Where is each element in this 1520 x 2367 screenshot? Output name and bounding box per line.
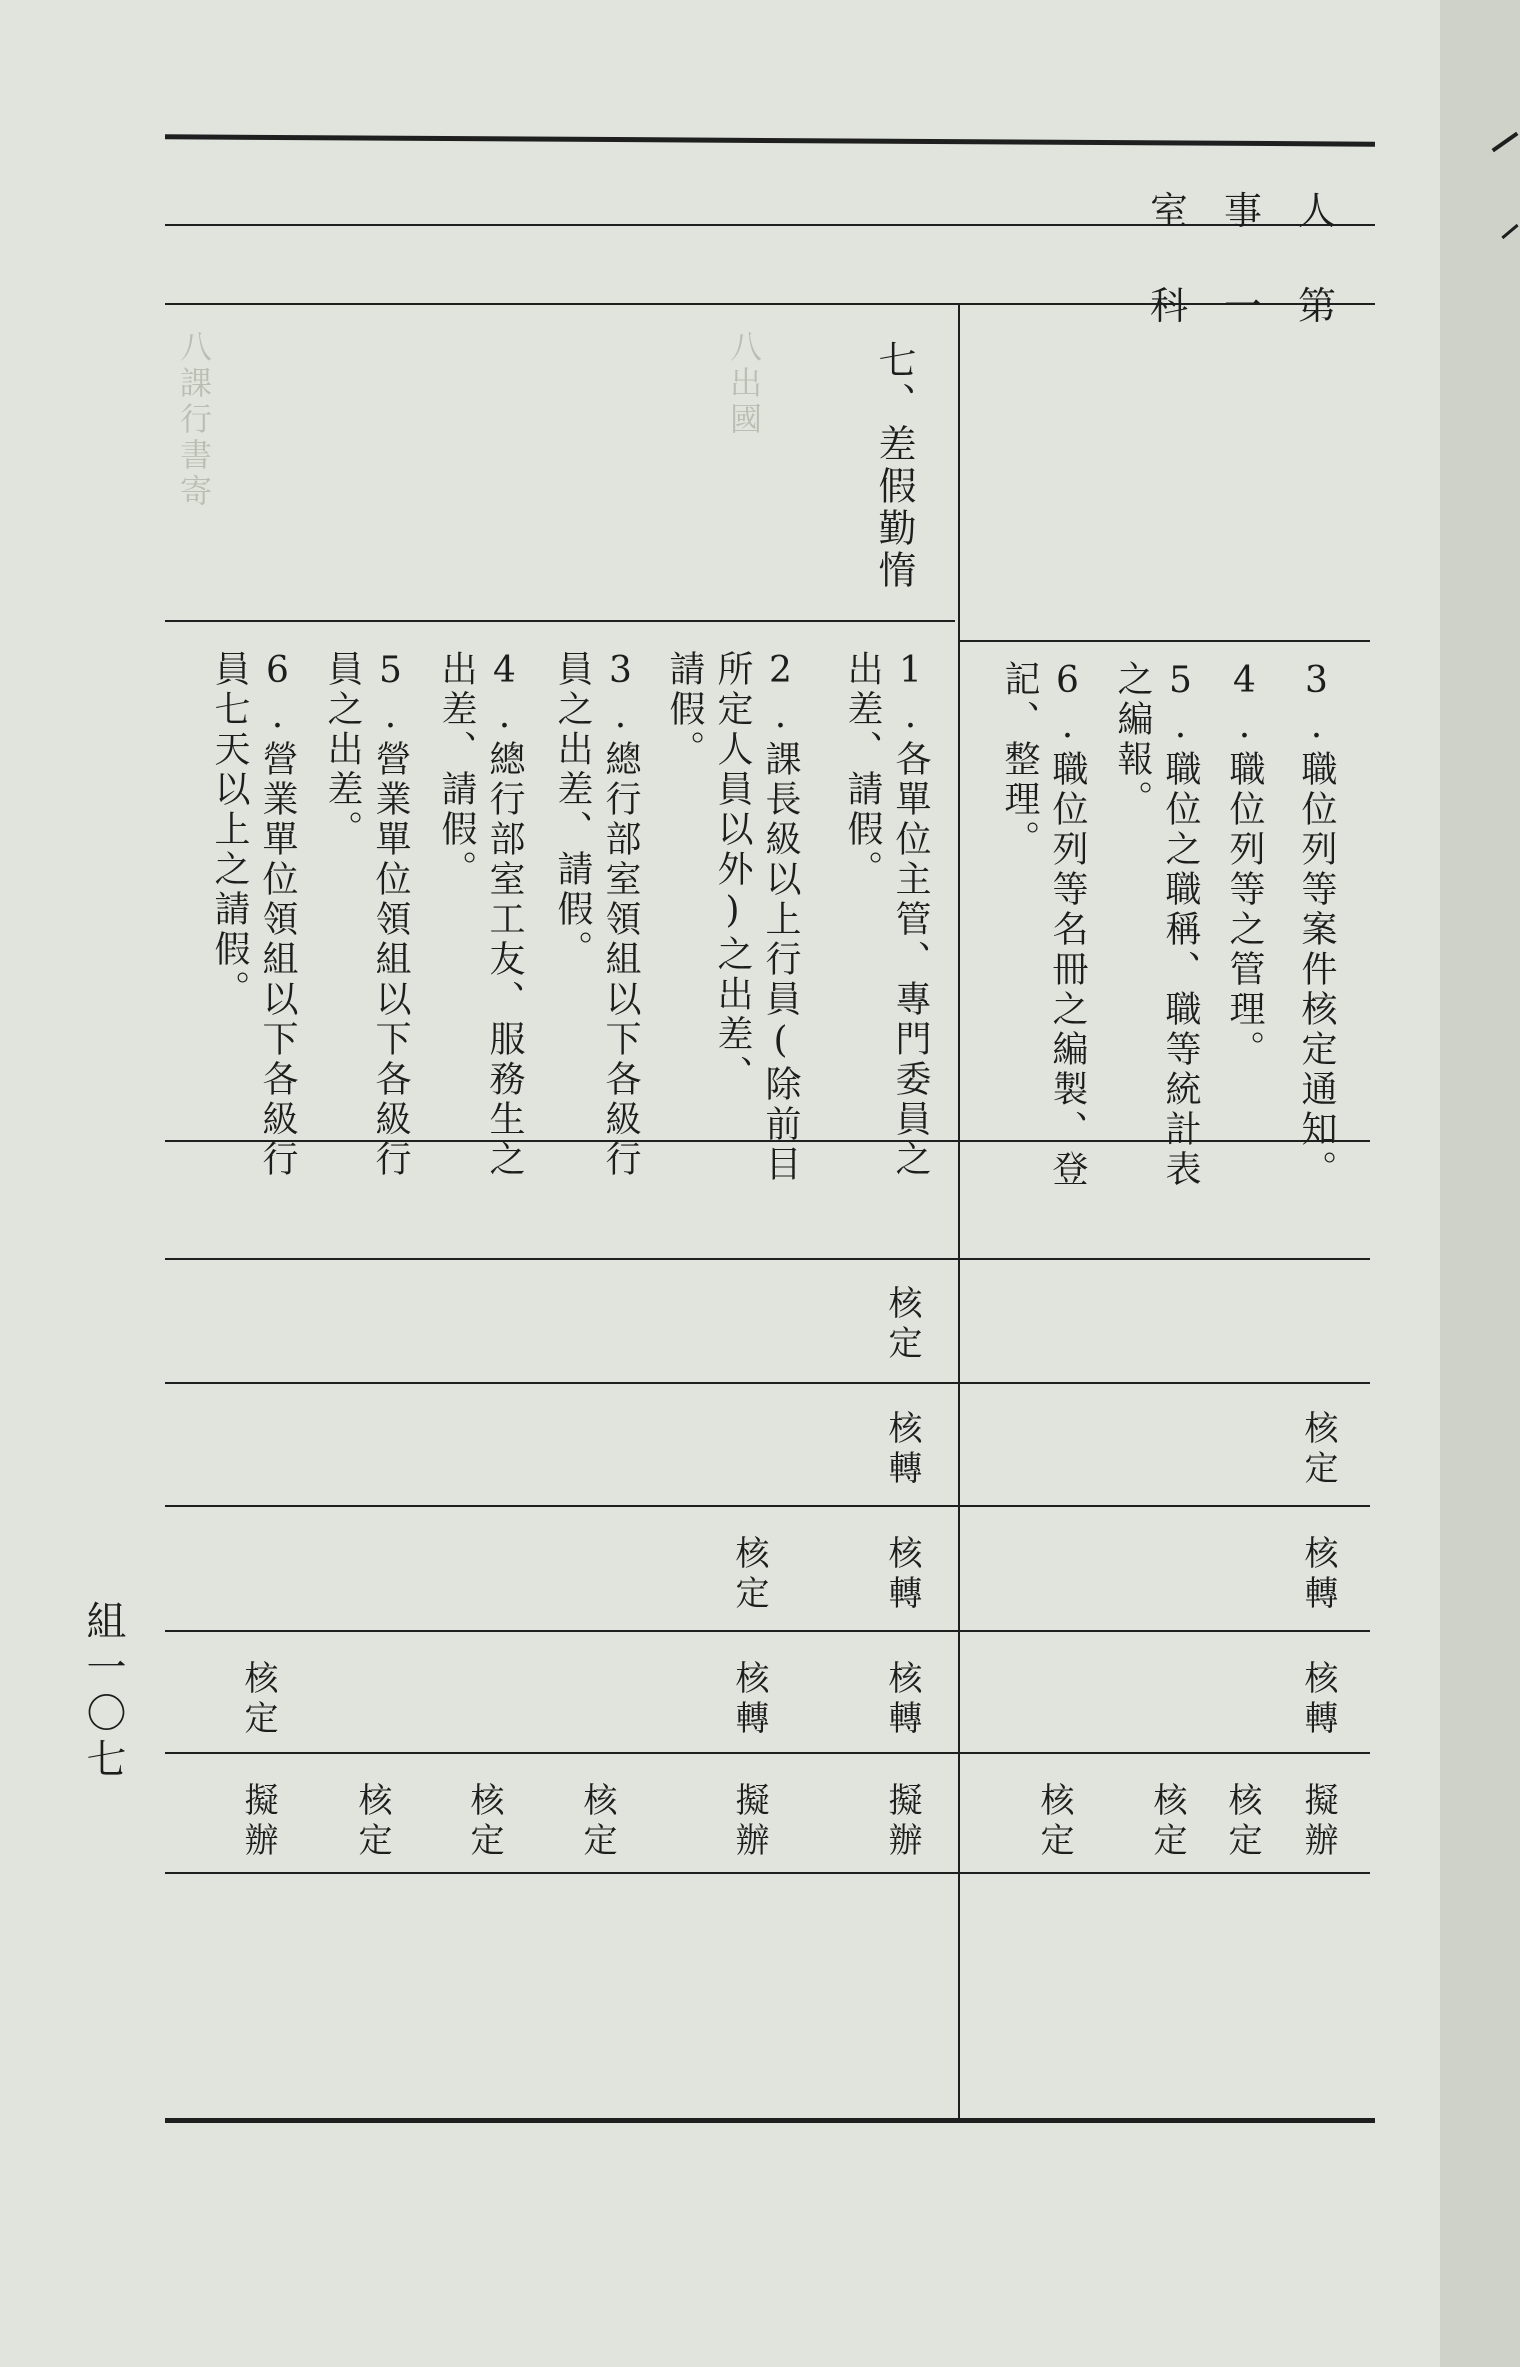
approval-mark: 核定 (464, 1782, 504, 1862)
approval-mark: 核轉 (1298, 1535, 1338, 1615)
approval-mark: 核轉 (882, 1410, 922, 1490)
approval-mark: 核定 (1298, 1410, 1338, 1490)
approval-mark: 擬辦 (882, 1782, 922, 1862)
row-rule-6 (165, 1630, 1370, 1632)
list-item: 6.職位列等名冊之編製、登 記、整理。 (999, 660, 1088, 1190)
approval-mark: 核定 (882, 1285, 922, 1365)
bleed-through: 八出國 (725, 330, 763, 438)
section-title: 科一第 (1150, 284, 1373, 328)
row-rule-4 (165, 1382, 1370, 1384)
approval-mark: 核轉 (1298, 1660, 1338, 1740)
bleed-through: 八課行書寄 (175, 330, 213, 510)
row-rule-3 (165, 1258, 1370, 1260)
row-rule-8 (165, 1872, 1370, 1874)
approval-mark: 核轉 (729, 1660, 769, 1740)
approval-mark: 核定 (729, 1535, 769, 1615)
list-item: 1.各單位主管、專門委員之 出差、請假。 (842, 650, 931, 1180)
approval-mark: 擬辦 (1298, 1782, 1338, 1862)
category-label: 七、差假勤惰 (872, 340, 916, 592)
approval-mark: 核定 (1222, 1782, 1262, 1862)
column-divider (958, 305, 960, 2120)
list-item: 3.總行部室領組以下各級行 員之出差、請假。 (552, 650, 641, 1180)
approval-mark: 核轉 (882, 1535, 922, 1615)
list-item: 2.課長級以上行員(除前目 所定人員以外)之出差、 請假。 (664, 650, 801, 1185)
adjacent-page-edge (1440, 0, 1520, 2367)
list-item: 5.營業單位領組以下各級行 員之出差。 (322, 650, 411, 1180)
page-number: 組一〇七 (80, 1600, 126, 1784)
approval-mark: 核定 (577, 1782, 617, 1862)
row-rule-7 (165, 1752, 1370, 1754)
approval-mark: 核轉 (882, 1660, 922, 1740)
list-item: 3.職位列等案件核定通知。 (1296, 660, 1337, 1190)
approval-mark: 擬辦 (238, 1782, 278, 1862)
row-rule-5 (165, 1505, 1370, 1507)
approval-mark: 核定 (238, 1660, 278, 1740)
list-item: 5.職位之職稱、職等統計表 之編報。 (1112, 660, 1201, 1190)
approval-mark: 核定 (352, 1782, 392, 1862)
list-item: 6.營業單位領組以下各級行 員七天以上之請假。 (209, 650, 298, 1180)
bottom-rule (165, 2118, 1375, 2123)
list-item: 4.職位列等之管理。 (1224, 660, 1265, 1070)
row-rule-1b (960, 640, 1370, 642)
office-title: 室事人 (1150, 189, 1373, 233)
list-item: 4.總行部室工友、服務生之 出差、請假。 (436, 650, 525, 1180)
approval-mark: 擬辦 (729, 1782, 769, 1862)
row-rule-1 (165, 620, 955, 622)
approval-mark: 核定 (1034, 1782, 1074, 1862)
approval-mark: 核定 (1147, 1782, 1187, 1862)
